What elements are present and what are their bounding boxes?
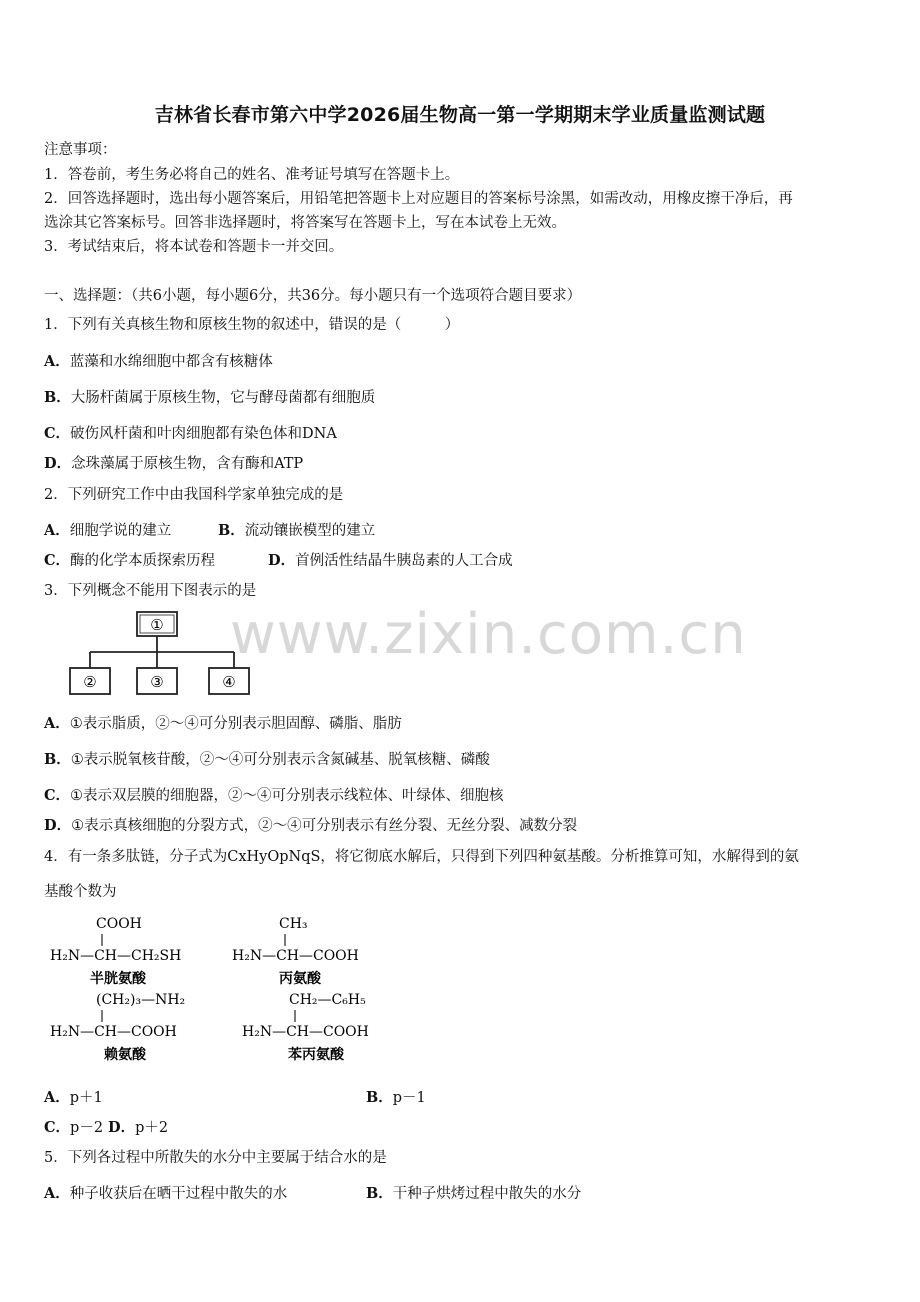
- q1-stem: 1．下列有关真核生物和原核生物的叙述中，错误的是（ ）: [44, 317, 460, 333]
- q4-option-d: [108, 1116, 168, 1137]
- q2-option-a: [44, 519, 171, 540]
- q5-option-b: [366, 1182, 581, 1203]
- option-text: 大肠杆菌属于原核生物，它与酵母菌都有细胞质: [70, 390, 376, 406]
- q1-option-d: [44, 452, 303, 473]
- cysteine-side-chain: COOH: [96, 916, 142, 932]
- cysteine-main-chain: H₂N—CH—CH₂SH: [50, 948, 182, 964]
- option-letter: A．: [44, 353, 70, 370]
- amino-acid-structures: [44, 908, 384, 1068]
- option-text: 念珠藻属于原核生物，含有酶和ATP: [71, 456, 304, 472]
- option-letter: D．: [44, 455, 72, 472]
- q3-stem: 3．下列概念不能用下图表示的是: [44, 583, 257, 599]
- diagram-label-child-3: ④: [222, 673, 236, 691]
- notice-item-2: 2．回答选择题时，选出每小题答案后，用铅笔把答题卡上对应题目的答案标号涂黑，如需改动，用橡皮擦干净后，再: [44, 191, 793, 207]
- alanine-name: 丙氨酸: [279, 971, 321, 987]
- q2-option-d: [268, 549, 513, 570]
- option-text: 干种子烘烤过程中散失的水分: [392, 1186, 582, 1202]
- option-text: 首例活性结晶牛胰岛素的人工合成: [295, 553, 513, 569]
- option-text: 酶的化学本质探索历程: [70, 553, 216, 569]
- option-text: 蓝藻和水绵细胞中都含有核糖体: [69, 354, 273, 370]
- diagram-label-child-2: ③: [150, 673, 164, 691]
- option-letter: D．: [44, 817, 72, 834]
- alanine-main-chain: H₂N—CH—COOH: [232, 948, 359, 964]
- notice-item-2-cont: 选涂其它答案标号。回答非选择题时，将答案写在答题卡上，写在本试卷上无效。: [44, 215, 566, 231]
- diagram-label-child-1: ②: [83, 673, 97, 691]
- option-text: 细胞学说的建立: [69, 523, 172, 539]
- option-letter: B．: [218, 522, 245, 539]
- option-letter: C．: [44, 552, 71, 569]
- notice-item-1: 1．答卷前，考生务必将自己的姓名、准考证号填写在答题卡上。: [44, 167, 460, 183]
- q3-option-c: [44, 784, 504, 805]
- lysine-side-chain: (CH₂)₃—NH₂: [96, 992, 186, 1008]
- option-letter: A．: [44, 1185, 70, 1202]
- q5-option-a: [44, 1182, 287, 1203]
- option-letter: D．: [108, 1119, 136, 1136]
- option-letter: A．: [44, 1089, 70, 1106]
- option-text: ①表示真核细胞的分裂方式，②～④可分别表示有丝分裂、无丝分裂、减数分裂: [71, 818, 578, 834]
- option-letter: A．: [44, 522, 70, 539]
- option-letter: B．: [366, 1185, 393, 1202]
- option-text: p－2: [70, 1120, 104, 1136]
- q1-option-b: [44, 386, 375, 407]
- q1-option-c: [44, 422, 337, 443]
- phenylalanine-main-chain: H₂N—CH—COOH: [242, 1024, 369, 1040]
- q5-stem: 5．下列各过程中所散失的水分中主要属于结合水的是: [44, 1150, 387, 1166]
- q2-option-b: [218, 519, 375, 540]
- q3-option-b: [44, 748, 490, 769]
- option-text: 破伤风杆菌和叶肉细胞都有染色体和DNA: [70, 426, 337, 442]
- option-letter: B．: [44, 389, 71, 406]
- option-text: 流动镶嵌模型的建立: [244, 523, 376, 539]
- watermark: www.zixin.com.cn: [230, 602, 747, 667]
- option-text: p＋1: [69, 1090, 103, 1106]
- phenylalanine-name: 苯丙氨酸: [288, 1047, 344, 1063]
- alanine-side-chain: CH₃: [279, 916, 308, 932]
- option-letter: A．: [44, 715, 70, 732]
- option-letter: C．: [44, 1119, 71, 1136]
- option-text: ①表示双层膜的细胞器，②～④可分别表示线粒体、叶绿体、细胞核: [70, 788, 504, 804]
- phenylalanine-side-chain: CH₂—C₆H₅: [289, 992, 366, 1008]
- option-text: ①表示脂质，②～④可分别表示胆固醇、磷脂、脂肪: [69, 716, 402, 732]
- q2-option-c: [44, 549, 215, 570]
- option-text: p＋2: [135, 1120, 169, 1136]
- lysine-main-chain: H₂N—CH—COOH: [50, 1024, 177, 1040]
- q4-option-a: [44, 1086, 103, 1107]
- q1-option-a: [44, 350, 273, 371]
- option-letter: D．: [268, 552, 296, 569]
- option-letter: B．: [366, 1089, 393, 1106]
- option-text: p－1: [392, 1090, 426, 1106]
- notice-item-3: 3．考试结束后，将本试卷和答题卡一并交回。: [44, 239, 344, 255]
- q4-option-b: [366, 1086, 426, 1107]
- option-text: 种子收获后在晒干过程中散失的水: [69, 1186, 288, 1202]
- q2-stem: 2．下列研究工作中由我国科学家单独完成的是: [44, 487, 344, 503]
- option-text: ①表示脱氧核苷酸，②～④可分别表示含氮碱基、脱氧核糖、磷酸: [70, 752, 490, 768]
- lysine-name: 赖氨酸: [104, 1047, 146, 1063]
- q4-option-c: [44, 1116, 103, 1137]
- option-letter: B．: [44, 751, 71, 768]
- notice-heading: 注意事项：: [44, 142, 117, 158]
- q3-option-d: [44, 814, 577, 835]
- cysteine-name: 半胱氨酸: [90, 971, 146, 987]
- option-letter: C．: [44, 787, 71, 804]
- q3-option-a: [44, 712, 402, 733]
- q4-stem: 4．有一条多肽链，分子式为CxHyOpNqS，将它彻底水解后，只得到下列四种氨基酸。分析推算可知，水解得到的氨: [44, 849, 799, 865]
- section-heading: 一、选择题：（共6小题，每小题6分，共36分。每小题只有一个选项符合题目要求）: [44, 288, 582, 304]
- exam-title: 吉林省长春市第六中学2026届生物高一第一学期期末学业质量监测试题: [154, 104, 766, 126]
- q4-stem-cont: 基酸个数为: [44, 884, 117, 900]
- diagram-label-top: ①: [150, 616, 164, 634]
- option-letter: C．: [44, 425, 71, 442]
